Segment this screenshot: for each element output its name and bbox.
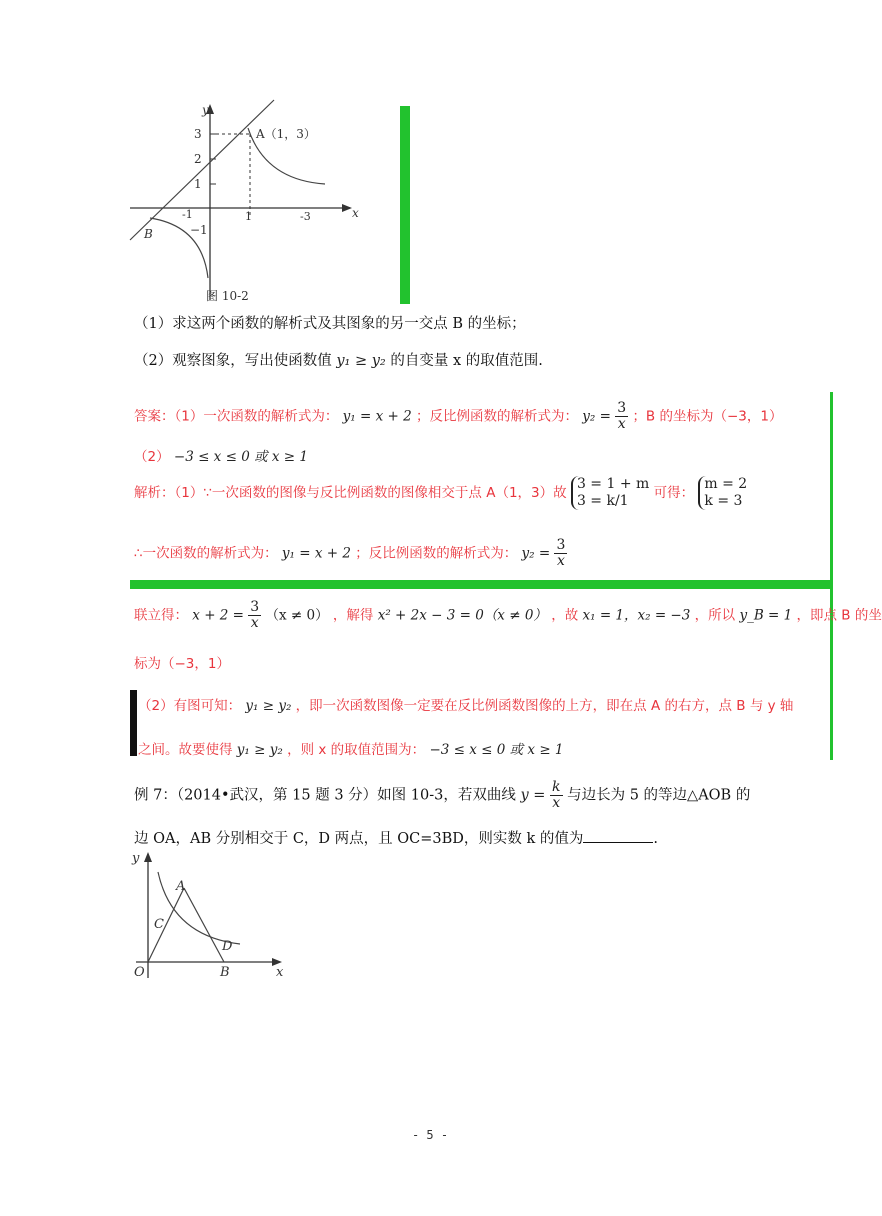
page-number: - 5 - [411,1128,449,1142]
answer-y2: y₂ = [582,408,611,425]
analysis-line-2 [134,538,567,569]
ex7-frac-num: k [552,779,561,795]
figure-caption: 图 10-2 [206,289,249,303]
answer-frac-num: 3 [617,400,627,416]
lianli-end: ，即点 B 的坐 [796,607,882,624]
y-tick-3: 3 [194,127,202,141]
figure-10-2 [130,100,370,306]
answer2-math: −3 ≤ x ≤ 0 或 x ≥ 1 [173,449,308,465]
question-1: （1）求这两个函数的解析式及其图象的另一交点 B 的坐标； [134,316,526,332]
fig2-x-label: x [276,965,284,980]
x-axis-label: x [352,206,359,220]
lianli-line-2: 标为（−3，1） [134,656,230,672]
q2-suffix: 的自变量 x 的取值范围. [390,353,543,369]
system-1-eq1: 3 = 1 + m [576,476,650,492]
part2-text: ，即一次函数图像一定要在反比例函数图像的上方，即在点 A 的右方，点 B 与 y 轴 [295,698,794,714]
part2b-math: y₁ ≥ y₂ [236,742,283,758]
lianli-gu: ，故 [551,607,579,624]
part2b-mid: ，则 x 的取值范围为： [287,742,426,758]
y-axis-label: y [202,103,209,117]
answer-b-coord: ；B 的坐标为（−3，1） [632,408,783,425]
lianli-line [134,600,882,631]
answer-line-1 [134,401,782,432]
point-a-label: A（1，3） [256,127,316,141]
fig2-label-a: A [176,879,186,894]
ex7-frac-den: x [552,795,561,811]
y-tick-2: 2 [194,152,202,166]
lianli-eq: x + 2 = [192,607,244,624]
lianli-quad: x² + 2x − 3 = 0（x ≠ 0） [377,607,547,624]
lianli-frac-den: x [250,615,259,631]
analysis-kede: 可得： [653,485,695,501]
x-tick-1: 1 [245,210,252,223]
analysis-label: 解析：（1）∵一次函数的图像与反比例函数的图像相交于点 A（1，3）故 [134,485,567,501]
question-2 [134,351,543,371]
analysis2-mid: ；反比例函数的解析式为： [355,545,518,562]
system-2-eq2: k = 3 [704,493,743,509]
part2b-range: −3 ≤ x ≤ 0 或 x ≥ 1 [429,742,564,758]
analysis2-frac-den: x [556,553,565,569]
ex7-y: y = [520,787,546,804]
answer-frac-den: x [617,416,626,432]
ex7-line2-end: . [653,831,659,847]
lianli-mid: ，解得 [332,607,374,624]
fig2-label-c: C [154,917,164,932]
x-tick-neg1: -1 [182,208,193,221]
answer-mid: ；反比例函数的解析式为： [415,408,578,425]
part2-line-2 [138,738,564,758]
analysis2-frac [554,538,567,569]
fig2-label-d: D [222,939,233,954]
analysis2-label: ∴一次函数的解析式为： [134,545,278,562]
lianli-frac [248,600,261,631]
fig2-label-o: O [134,965,145,980]
system-1 [571,476,649,510]
example7-line-2 [134,828,658,849]
ex7-post: 与边长为 5 的等边△AOB 的 [567,787,751,804]
fig2-y-label: y [132,851,140,866]
point-b-label: B [144,227,153,241]
answer-linear: y₁ = x + 2 [342,408,412,425]
ex7-frac [550,780,562,811]
lianli-cond: （x ≠ 0） [265,607,329,624]
part2-label: （2）有图可知： [138,698,242,714]
lianli-suoyi: ，所以 [694,607,736,624]
figure-10-3 [128,848,298,984]
system-2-eq1: m = 2 [704,476,748,492]
lianli-label: 联立得： [134,607,188,624]
answer-blank[interactable] [583,828,653,843]
y-tick-1: 1 [194,177,202,191]
green-bar-right [830,392,833,760]
q2-prefix: （2）观察图象，写出使函数值 [134,353,332,369]
y-tick-neg1: −1 [190,223,208,237]
green-bar-horizontal [130,580,832,589]
part2-line-1 [138,694,793,714]
system-1-eq2: 3 = k/1 [576,493,629,509]
green-bar-top [400,106,410,304]
analysis-line-1 [134,476,747,510]
x-tick-neg3: -3 [300,210,311,223]
example7-line-1 [134,780,750,811]
lianli-frac-num: 3 [250,599,260,615]
ex7-line2-text: 边 OA，AB 分别相交于 C，D 两点，且 OC=3BD，则实数 k 的值为 [134,831,584,847]
fig2-label-b: B [220,965,230,980]
part2b-text: 之间。故要使得 [138,742,233,758]
answer-frac [615,401,628,432]
q2-math: y₁ ≥ y₂ [336,353,386,369]
analysis2-frac-num: 3 [556,537,566,553]
analysis2-y2: y₂ = [521,545,551,562]
ex7-pre: 例 7：（2014•武汉，第 15 题 3 分）如图 10-3，若双曲线 [134,787,516,804]
answer-line-2 [134,445,308,465]
answer-label: 答案：（1）一次函数的解析式为： [134,408,339,425]
black-mark [130,690,137,756]
lianli-roots: x₁ = 1，x₂ = −3 [582,607,691,624]
answer2-label: （2） [134,449,170,465]
lianli-yb: y_B = 1 [739,607,793,624]
analysis2-linear: y₁ = x + 2 [281,545,351,562]
system-2 [698,476,747,510]
part2-math: y₁ ≥ y₂ [245,698,292,714]
